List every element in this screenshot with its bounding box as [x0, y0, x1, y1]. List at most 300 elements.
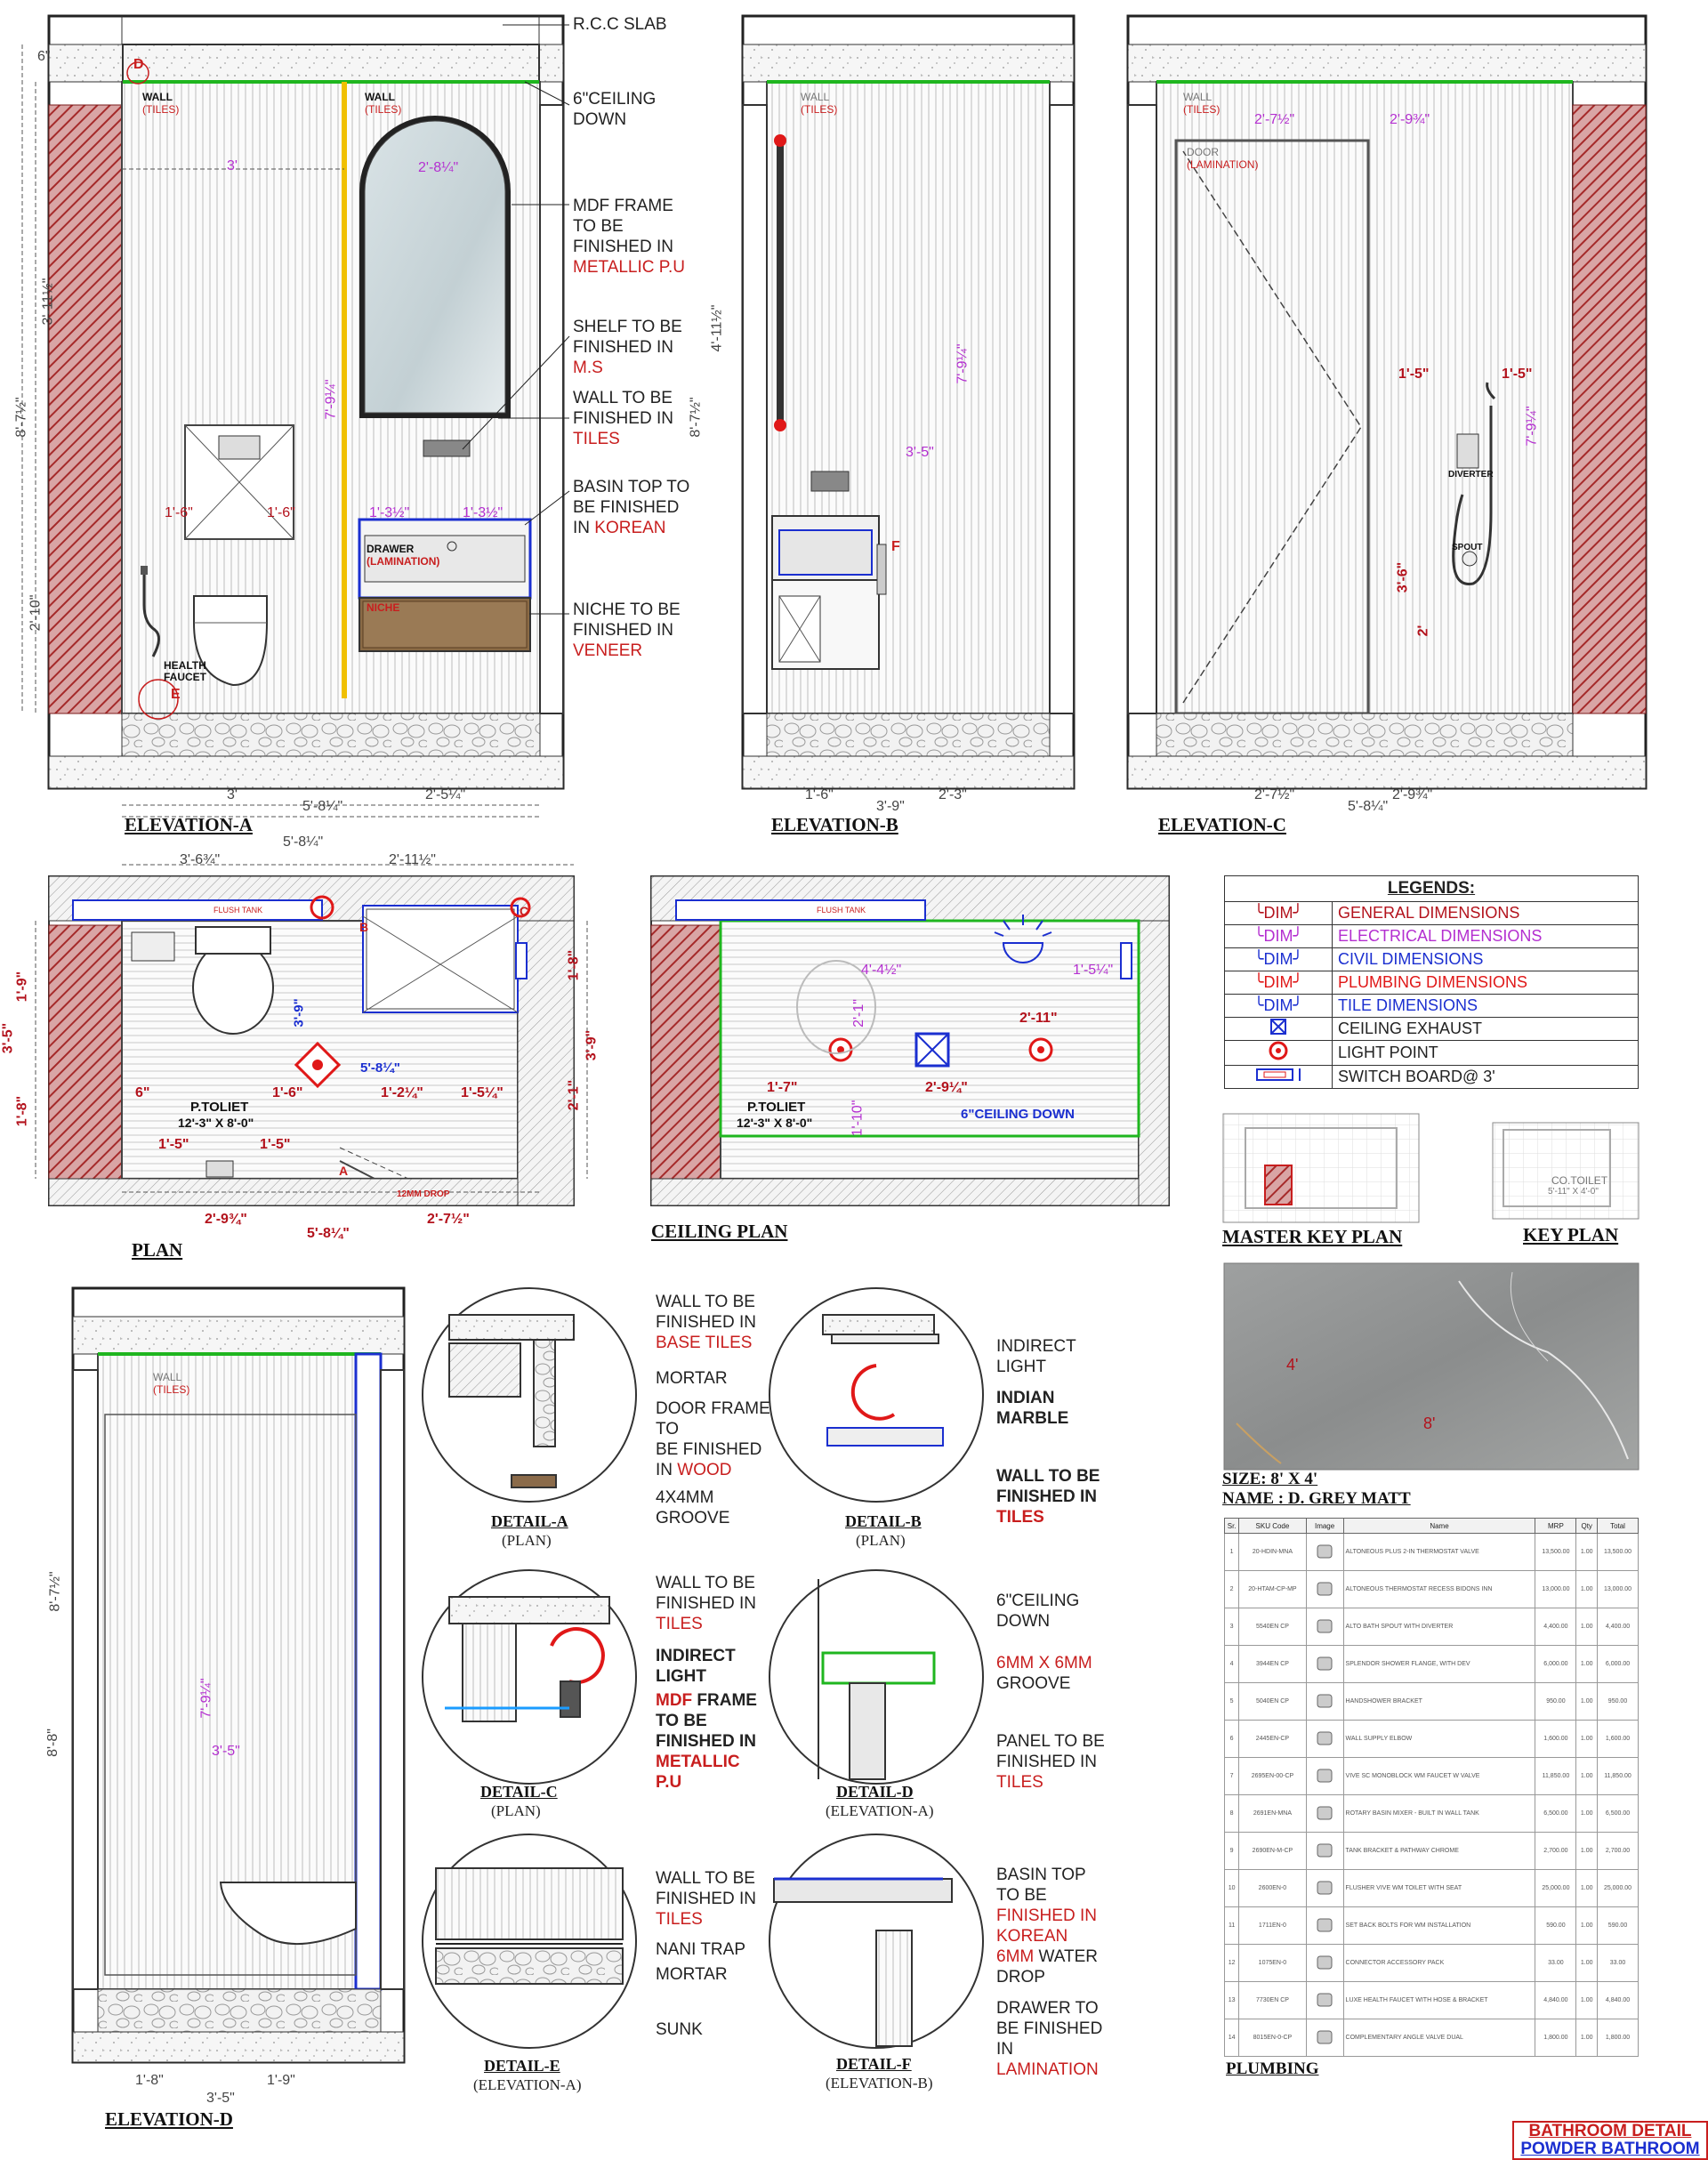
legend-row [1225, 971, 1639, 995]
table-cell: 950.00 [1535, 1683, 1576, 1721]
table-cell: 590.00 [1598, 1907, 1639, 1945]
table-cell: 11 [1225, 1907, 1239, 1945]
dim: 2'-1" [850, 999, 866, 1028]
table-row [1225, 1534, 1639, 1571]
table-cell: 5040EN CP [1239, 1683, 1306, 1721]
dim: 2'-7½" [1254, 787, 1295, 802]
detail-c-subtitle: (PLAN) [491, 1802, 541, 1819]
dim: 5'-8¼" [360, 1060, 400, 1076]
dim: 3'-6" [1395, 561, 1411, 593]
detail-c-title: DETAIL-C [480, 1783, 558, 1801]
table-cell: ALTONEOUS THERMOSTAT RECESS BIDONS INN [1343, 1571, 1535, 1608]
wall-label: WALL [365, 91, 395, 103]
dim: 1'-3½" [463, 505, 504, 520]
detail-b-note: INDIAN MARBLE [996, 1389, 1069, 1428]
product-image-icon [1306, 1833, 1343, 1870]
tiles-label: (TILES) [365, 103, 402, 116]
detail-f-note: 6MM WATER DROP [996, 1947, 1099, 1987]
table-cell: 2600EN-0 [1239, 1870, 1306, 1907]
table-cell: 1.00 [1576, 1571, 1598, 1608]
table-cell: 1 [1225, 1534, 1239, 1571]
table-cell: 8 [1225, 1795, 1239, 1833]
dim: 2'-10" [28, 594, 44, 632]
key-plan-room-label: CO.TOILET [1551, 1174, 1608, 1187]
detail-f-title: DETAIL-F [836, 2055, 912, 2073]
product-image-icon [1306, 1608, 1343, 1646]
dim: 1'-5" [1398, 367, 1430, 382]
dim: 3'-9" [584, 1029, 600, 1061]
table-cell: 2,700.00 [1535, 1833, 1576, 1870]
tile-height-label: 4' [1286, 1356, 1299, 1374]
dim: 1'-3½" [369, 505, 410, 520]
dim: 3'-6¾" [180, 852, 221, 867]
table-cell: 4,840.00 [1535, 1982, 1576, 2019]
table-cell: 4,840.00 [1598, 1982, 1639, 2019]
table-cell: 1.00 [1576, 1608, 1598, 1646]
elevation-a-note: BASIN TOP TO BE FINISHED IN KOREAN [573, 478, 690, 537]
table-cell: 590.00 [1535, 1907, 1576, 1945]
elevation-a-note: NICHE TO BE FINISHED IN VENEER [573, 600, 681, 660]
dim: 1'-7" [767, 1080, 798, 1095]
elevation-a-note: WALL TO BE FINISHED IN TILES [573, 389, 673, 448]
product-image-icon [1306, 1982, 1343, 2019]
detail-e-title: DETAIL-E [484, 2057, 560, 2075]
wall-label: WALL [142, 91, 173, 103]
table-cell: 11,850.00 [1598, 1758, 1639, 1795]
detail-b-subtitle: (PLAN) [856, 1532, 906, 1549]
key-plans-drawing [1223, 1114, 1639, 1222]
table-cell: 1,600.00 [1535, 1721, 1576, 1758]
legend-row [1225, 995, 1639, 1018]
dim: 1'-5" [158, 1137, 189, 1152]
table-cell: 7730EN CP [1239, 1982, 1306, 2019]
dim: 7'-9¼" [323, 379, 339, 420]
elevation-c-title: ELEVATION-C [1158, 814, 1286, 835]
detail-d-note: PANEL TO BE FINISHED IN TILES [996, 1732, 1105, 1792]
detail-mark-b: B [359, 920, 369, 934]
room-size: 12'-3" X 8'-0" [178, 1116, 254, 1130]
detail-mark-a: A [339, 1164, 349, 1178]
switch-board-icon [1225, 1066, 1333, 1089]
dim: 1'-8" [14, 1095, 30, 1127]
detail-d-note: 6"CEILING DOWN [996, 1592, 1080, 1631]
legend-row [1225, 1066, 1639, 1089]
table-row [1225, 1608, 1639, 1646]
table-cell: TANK BRACKET & PATHWAY CHROME [1343, 1833, 1535, 1870]
table-cell: WALL SUPPLY ELBOW [1343, 1721, 1535, 1758]
table-row [1225, 1870, 1639, 1907]
table-cell: 33.00 [1598, 1945, 1639, 1982]
table-cell: ALTO BATH SPOUT WITH DIVERTER [1343, 1608, 1535, 1646]
dim: 4'-4½" [861, 963, 902, 978]
table-cell: 8015EN-0-CP [1239, 2019, 1306, 2057]
table-cell: 1.00 [1576, 1795, 1598, 1833]
table-cell: 1075EN-0 [1239, 1945, 1306, 1982]
lamination-label: (LAMINATION) [367, 555, 440, 568]
table-cell: 25,000.00 [1598, 1870, 1639, 1907]
table-row [1225, 1833, 1639, 1870]
table-cell: 25,000.00 [1535, 1870, 1576, 1907]
dim: 8'-7½" [13, 397, 29, 438]
table-cell: SPLENDOR SHOWER FLANGE, WITH DEV [1343, 1646, 1535, 1683]
table-row [1225, 1907, 1639, 1945]
elevation-a-note: MDF FRAME TO BE FINISHED IN METALLIC P.U [573, 197, 686, 277]
detail-b-note: INDIRECT LIGHT [996, 1337, 1076, 1376]
table-cell: 14 [1225, 2019, 1239, 2057]
table-cell: 13 [1225, 1982, 1239, 2019]
table-cell: 6,000.00 [1598, 1646, 1639, 1683]
table-cell: 1.00 [1576, 1982, 1598, 2019]
dim-symbol: ╰DIM╯ [1225, 995, 1333, 1018]
key-plan-room-size: 5'-11" X 4'-0" [1548, 1187, 1599, 1197]
product-image-icon [1306, 1870, 1343, 1907]
dim: 7'-9¼" [198, 1678, 214, 1719]
table-row [1225, 1721, 1639, 1758]
plan-drawing [36, 865, 587, 1205]
dim: 1'-6" [267, 505, 295, 520]
table-row [1225, 1758, 1639, 1795]
dim: 4'-11½" [709, 304, 725, 352]
detail-a-note: MORTAR [656, 1369, 728, 1388]
table-cell: 6,500.00 [1598, 1795, 1639, 1833]
dim: 2'-9¾" [1390, 112, 1430, 127]
table-cell: 4,400.00 [1598, 1608, 1639, 1646]
legend-label: CEILING EXHAUST [1333, 1018, 1639, 1041]
detail-e-note: WALL TO BE FINISHED IN TILES [656, 1869, 756, 1929]
dim: 2'-5¼" [425, 787, 466, 802]
dim-symbol: ╰DIM╯ [1225, 971, 1333, 995]
niche-label: NICHE [367, 601, 400, 614]
table-cell: 1.00 [1576, 1646, 1598, 1683]
table-row [1225, 1571, 1639, 1608]
wall-label: WALL [1183, 91, 1213, 103]
dim: 2'-11" [1019, 1011, 1058, 1026]
elevation-b-drawing [743, 16, 1074, 788]
table-cell: 1,800.00 [1535, 2019, 1576, 2057]
dim: 7'-9¼" [1524, 406, 1540, 447]
table-cell: 1,800.00 [1598, 2019, 1639, 2057]
table-header: SKU Code [1239, 1519, 1306, 1534]
table-cell: 1.00 [1576, 2019, 1598, 2057]
detail-f-subtitle: (ELEVATION-B) [826, 2075, 933, 2091]
dim: 3'-9" [291, 998, 307, 1028]
table-cell: 11,850.00 [1535, 1758, 1576, 1795]
table-header: Name [1343, 1519, 1535, 1534]
table-cell: 2445EN-CP [1239, 1721, 1306, 1758]
table-cell: 20-HTAM-CP-MP [1239, 1571, 1306, 1608]
product-image-icon [1306, 1571, 1343, 1608]
table-cell: 12 [1225, 1945, 1239, 1982]
table-cell: 13,000.00 [1598, 1571, 1639, 1608]
table-cell: 950.00 [1598, 1683, 1639, 1721]
elevation-a-note: 6"CEILING DOWN [573, 90, 657, 129]
dim: 2'-7½" [427, 1212, 470, 1227]
flush-tank-label: FLUSH TANK [214, 906, 263, 915]
dim: 3'-5" [206, 2091, 235, 2106]
dim: 7'-9¼" [955, 343, 971, 384]
table-cell: 9 [1225, 1833, 1239, 1870]
dim: 2'-7½" [1254, 112, 1295, 127]
dim: 3'-11½" [40, 278, 56, 326]
flush-tank-label: FLUSH TANK [817, 906, 866, 915]
ceiling-plan-drawing [651, 876, 1169, 1205]
detail-d-note: 6MM X 6MM GROOVE [996, 1654, 1092, 1693]
drawer-label: DRAWER [367, 543, 415, 555]
table-cell: 1.00 [1576, 1945, 1598, 1982]
legend-row [1225, 1041, 1639, 1066]
table-cell: 1.00 [1576, 1833, 1598, 1870]
dim: 3'-9" [876, 799, 905, 814]
table-header: Sr. [1225, 1519, 1239, 1534]
dim: 5'-8¼" [302, 799, 343, 814]
product-image-icon [1306, 1683, 1343, 1721]
detail-b-title: DETAIL-B [845, 1512, 922, 1530]
dim: 3'-5" [906, 445, 934, 460]
table-cell: ROTARY BASIN MIXER - BUILT IN WALL TANK [1343, 1795, 1535, 1833]
table-row [1225, 1795, 1639, 1833]
dim-symbol: ╰DIM╯ [1225, 925, 1333, 948]
table-row [1225, 1683, 1639, 1721]
dim: 1'-8" [566, 949, 582, 981]
table-row [1225, 1945, 1639, 1982]
table-cell: FLUSHER VIVE WM TOILET WITH SEAT [1343, 1870, 1535, 1907]
detail-f-note: BASIN TOP TO BE FINISHED IN KOREAN [996, 1866, 1097, 1946]
table-cell: 2 [1225, 1571, 1239, 1608]
table-cell: 1.00 [1576, 1907, 1598, 1945]
product-image-icon [1306, 1721, 1343, 1758]
dim: 1'-5¼" [461, 1085, 504, 1100]
elevation-a-title: ELEVATION-A [125, 814, 253, 835]
table-cell: HANDSHOWER BRACKET [1343, 1683, 1535, 1721]
legend-row [1225, 925, 1639, 948]
door-label: DOOR [1187, 146, 1219, 158]
detail-c-note: WALL TO BE FINISHED IN TILES [656, 1574, 756, 1633]
ceiling-plan-title: CEILING PLAN [651, 1221, 788, 1242]
dim: 1'-8" [135, 2073, 164, 2088]
legend-label: PLUMBING DIMENSIONS [1333, 971, 1639, 995]
elevation-a-note: SHELF TO BE FINISHED IN M.S [573, 318, 682, 377]
product-image-icon [1306, 2019, 1343, 2057]
table-cell: 5 [1225, 1683, 1239, 1721]
legend-label: TILE DIMENSIONS [1333, 995, 1639, 1018]
tiles-label: (TILES) [801, 103, 838, 116]
stamp-line-1: BATHROOM DETAIL [1528, 2122, 1692, 2140]
health-faucet-label: HEALTH FAUCET [164, 659, 206, 683]
table-cell: ALTONEOUS PLUS 2-IN THERMOSTAT VALVE [1343, 1534, 1535, 1571]
dim: 1'-5" [260, 1137, 291, 1152]
detail-a-note: WALL TO BE FINISHED IN BASE TILES [656, 1293, 756, 1352]
drop-label: 12MM DROP [397, 1189, 450, 1199]
room-name: P.TOLIET [747, 1100, 806, 1115]
table-header: MRP [1535, 1519, 1576, 1534]
legends-title: LEGENDS: [1225, 876, 1639, 902]
product-image-icon [1306, 1534, 1343, 1571]
table-row [1225, 2019, 1639, 2057]
legend-row [1225, 948, 1639, 971]
dim: 3'-5" [212, 1744, 240, 1759]
legend-label: ELECTRICAL DIMENSIONS [1333, 925, 1639, 948]
elevation-d-drawing [73, 1288, 404, 2062]
dim: 1'-6" [165, 505, 193, 520]
legend-label: CIVIL DIMENSIONS [1333, 948, 1639, 971]
table-cell: 1,600.00 [1598, 1721, 1639, 1758]
plan-title: PLAN [132, 1239, 183, 1261]
tile-size: SIZE: 8' X 4' [1222, 1470, 1318, 1488]
dim: 6" [135, 1085, 150, 1100]
product-image-icon [1306, 1907, 1343, 1945]
dim: 2'-3" [939, 787, 967, 802]
table-row [1225, 1646, 1639, 1683]
dim-symbol: ╰DIM╯ [1225, 902, 1333, 925]
table-cell: 1.00 [1576, 1721, 1598, 1758]
product-image-icon [1306, 1795, 1343, 1833]
table-cell: 6,500.00 [1535, 1795, 1576, 1833]
diverter-label: DIVERTER [1448, 470, 1494, 480]
legend-label: GENERAL DIMENSIONS [1333, 902, 1639, 925]
table-cell: 3 [1225, 1608, 1239, 1646]
table-header: Total [1598, 1519, 1639, 1534]
dim: 1'-9" [14, 971, 30, 1003]
title-stamp [1512, 2121, 1708, 2160]
table-cell: LUXE HEALTH FAUCET WITH HOSE & BRACKET [1343, 1982, 1535, 2019]
dim: 5'-8¼" [307, 1226, 350, 1241]
table-row [1225, 1982, 1639, 2019]
detail-mark-c: C [520, 904, 529, 918]
wall-label: WALL [153, 1371, 182, 1383]
dim-slab: 6" [37, 49, 51, 64]
legend-label: LIGHT POINT [1333, 1041, 1639, 1066]
dim: 1'-10" [850, 1100, 866, 1137]
master-key-plan-title: MASTER KEY PLAN [1222, 1226, 1403, 1247]
elevation-b-title: ELEVATION-B [771, 814, 898, 835]
stamp-line-2: POWDER BATHROOM [1520, 2140, 1700, 2158]
table-header: Qty [1576, 1519, 1598, 1534]
dim: 1'-6" [272, 1085, 303, 1100]
table-cell: 2690EN-M-CP [1239, 1833, 1306, 1870]
elevation-a-drawing [22, 16, 569, 817]
product-image-icon [1306, 1646, 1343, 1683]
table-cell: 5540EN CP [1239, 1608, 1306, 1646]
table-cell: SET BACK BOLTS FOR WM INSTALLATION [1343, 1907, 1535, 1945]
product-image-icon [1306, 1945, 1343, 1982]
table-cell: COMPLEMENTARY ANGLE VALVE DUAL [1343, 2019, 1535, 2057]
dim: 5'-8¼" [1348, 799, 1389, 814]
dim: 8'-7½" [47, 1571, 63, 1612]
spout-label: SPOUT [1452, 543, 1483, 552]
table-cell: 3944EN CP [1239, 1646, 1306, 1683]
dim: 1'-5" [1502, 367, 1533, 382]
legends-table [1224, 875, 1639, 1089]
detail-c-note: MDF FRAME TO BE FINISHED IN METALLIC P.U [656, 1691, 757, 1792]
dim: 3'-5" [0, 1022, 16, 1054]
dim: 1'-9" [267, 2073, 295, 2088]
room-size: 12'-3" X 8'-0" [737, 1116, 813, 1130]
detail-e-note: NANI TRAP [656, 1940, 746, 1959]
dim: 2'-9¾" [205, 1212, 247, 1227]
legend-row [1225, 1018, 1639, 1041]
dim: 2'-8¼" [418, 160, 459, 175]
table-cell: 2695EN-00-CP [1239, 1758, 1306, 1795]
dim: 1'-2¼" [381, 1085, 423, 1100]
tiles-label: (TILES) [142, 103, 180, 116]
room-name: P.TOLIET [190, 1100, 249, 1115]
dim: 2'-9¾" [1392, 787, 1433, 802]
detail-a-title: DETAIL-A [491, 1512, 568, 1530]
ceiling-down-label: 6"CEILING DOWN [961, 1107, 1075, 1122]
key-plan-title: KEY PLAN [1523, 1224, 1619, 1245]
table-header: Image [1306, 1519, 1343, 1534]
table-cell: CONNECTOR ACCESSORY PACK [1343, 1945, 1535, 1982]
table-cell: 4,400.00 [1535, 1608, 1576, 1646]
tile-name: NAME : D. GREY MATT [1222, 1489, 1411, 1508]
dim: 8'-8" [44, 1729, 60, 1757]
table-cell: 4 [1225, 1646, 1239, 1683]
exhaust-icon [1225, 1018, 1333, 1041]
dim: 2'-1" [566, 1079, 582, 1111]
wall-label: WALL [801, 91, 830, 103]
tile-width-label: 8' [1423, 1414, 1436, 1432]
table-cell: 1711EN-0 [1239, 1907, 1306, 1945]
detail-f-note: DRAWER TO BE FINISHED IN LAMINATION [996, 1999, 1103, 2079]
dim: 2' [1415, 625, 1431, 637]
dim: 3' [227, 158, 238, 173]
table-cell: 6 [1225, 1721, 1239, 1758]
table-cell: 20-HDIN-MNA [1239, 1534, 1306, 1571]
table-cell: 6,000.00 [1535, 1646, 1576, 1683]
dim-symbol: ╰DIM╯ [1225, 948, 1333, 971]
table-cell: 1.00 [1576, 1534, 1598, 1571]
light-point-icon [1225, 1041, 1333, 1066]
lamination-label: (LAMINATION) [1187, 158, 1259, 171]
elevation-a-note: R.C.C SLAB [573, 15, 667, 34]
detail-a-note: 4X4MM GROOVE [656, 1488, 730, 1527]
detail-mark-d: D [133, 57, 144, 72]
elevation-c-drawing [1128, 16, 1646, 788]
dim: 2'-9¼" [925, 1080, 968, 1095]
dim: 1'-5¼" [1073, 963, 1114, 978]
table-cell: 2,700.00 [1598, 1833, 1639, 1870]
plumbing-table [1224, 1518, 1639, 2057]
detail-a-note: DOOR FRAME TO BE FINISHED IN WOOD [656, 1399, 770, 1479]
table-cell: 10 [1225, 1870, 1239, 1907]
table-cell: 2691EN-MNA [1239, 1795, 1306, 1833]
table-cell: VIVE SC MONOBLOCK WM FAUCET W VALVE [1343, 1758, 1535, 1795]
detail-c-note: INDIRECT LIGHT [656, 1647, 736, 1686]
legend-row [1225, 902, 1639, 925]
table-cell: 1.00 [1576, 1758, 1598, 1795]
detail-e-subtitle: (ELEVATION-A) [473, 2076, 582, 2093]
table-cell: 13,500.00 [1535, 1534, 1576, 1571]
table-cell: 1.00 [1576, 1683, 1598, 1721]
product-image-icon [1306, 1758, 1343, 1795]
detail-e-note: MORTAR [656, 1965, 728, 1984]
detail-a-subtitle: (PLAN) [502, 1532, 552, 1549]
detail-mark-f: F [891, 539, 900, 554]
detail-d-subtitle: (ELEVATION-A) [826, 1802, 934, 1819]
detail-e-note: SUNK [656, 2020, 703, 2039]
table-cell: 7 [1225, 1758, 1239, 1795]
dim: 1'-6" [805, 787, 834, 802]
dim: 5'-8¼" [283, 834, 324, 850]
table-cell: 33.00 [1535, 1945, 1576, 1982]
legend-label: SWITCH BOARD@ 3' [1333, 1066, 1639, 1089]
table-cell: 13,500.00 [1598, 1534, 1639, 1571]
plumbing-title: PLUMBING [1226, 2059, 1319, 2078]
elevation-d-title: ELEVATION-D [105, 2108, 233, 2130]
dim: 3' [227, 787, 238, 802]
tiles-label: (TILES) [153, 1383, 190, 1396]
dim: 8'-7½" [688, 397, 704, 438]
